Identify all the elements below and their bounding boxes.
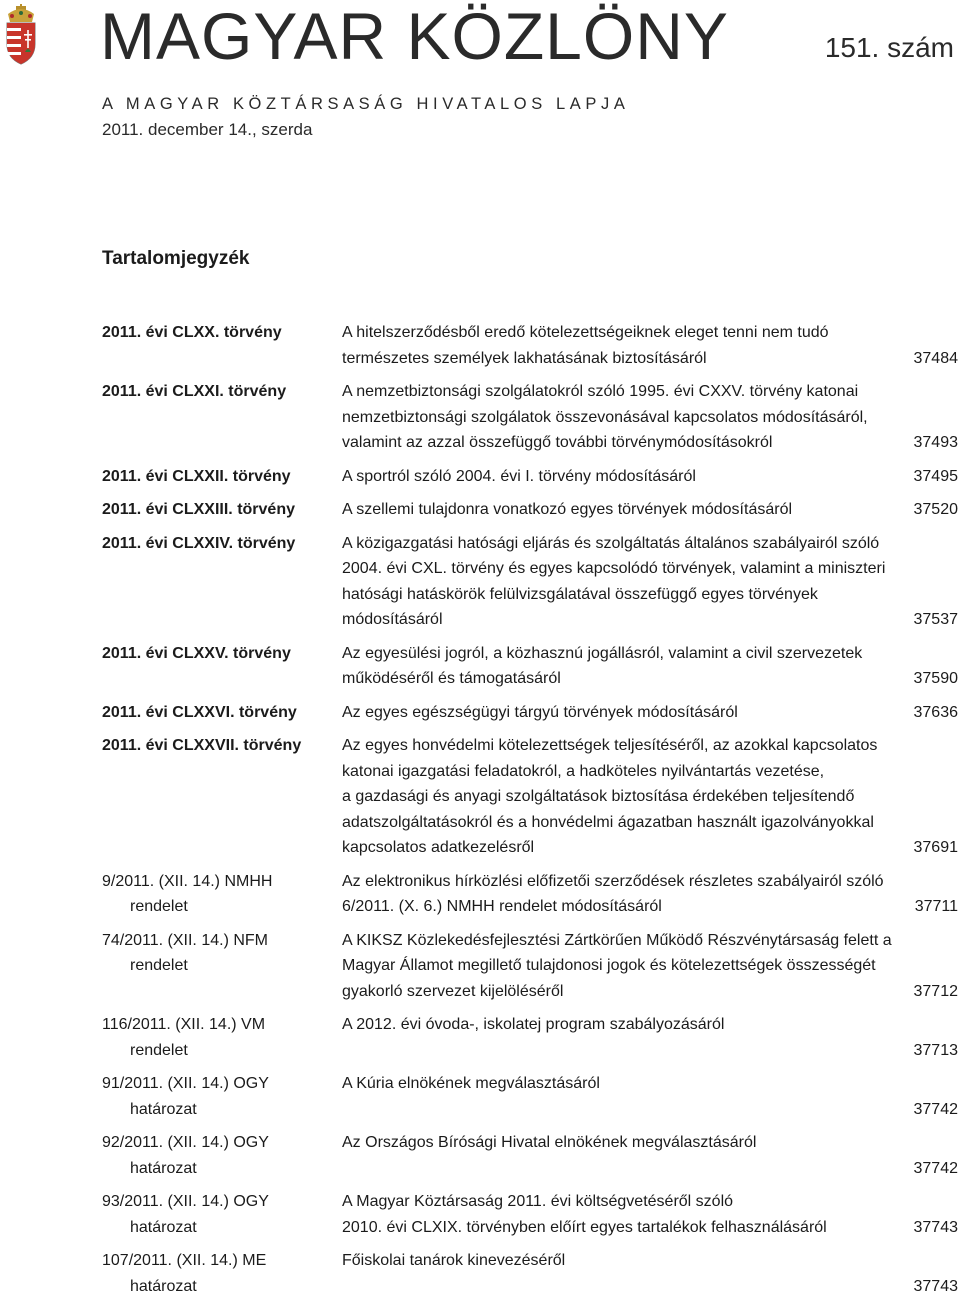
toc-entry-title-line: A nemzetbiztonsági szolgálatokról szóló 1995. évi CXXV. törvény katonai (342, 383, 859, 400)
toc-entry-act-line: 2011. évi CLXXI. törvény (102, 383, 287, 400)
toc-entry-title (342, 733, 912, 861)
toc-entry-act-line: rendelet (130, 1041, 188, 1059)
toc-entry-act-line: 2011. évi CLXXVII. törvény (102, 737, 302, 754)
toc-entry-title-line: katonai igazgatási feladatokról, a hadköteles nyilvántartás vezetése, (342, 762, 825, 780)
toc-entry-act-line: 116/2011. (XII. 14.) VM (102, 1016, 266, 1033)
toc-entry-title-line: 6/2011. (X. 6.) NMHH rendelet módosításáról (342, 898, 662, 915)
toc-entry-title-line: Az Országos Bírósági Hivatal elnökének megválasztásáról (342, 1134, 757, 1151)
toc-entry-title-line: működéséről és támogatásáról (342, 670, 561, 687)
toc-entry-title (342, 869, 912, 920)
toc-entry-title (342, 497, 912, 523)
toc-entry-title-line: természetes személyek lakhatásának biztosításáról (342, 349, 707, 367)
toc-entry[interactable] (102, 641, 958, 692)
toc-entry-title (342, 1248, 912, 1299)
toc-entry-title-line: Az elektronikus hírközlési előfizetői szerződések részletes szabályairól szóló (342, 872, 884, 890)
toc-entry-act (102, 1071, 342, 1122)
toc-entry-title-line: A közigazgatási hatósági eljárás és szolgáltatás általános szabályairól szóló (342, 534, 880, 552)
toc-entry-title (342, 1071, 912, 1122)
toc-entry-title-line: Magyar Államot megillető tulajdonosi jogok és kötelezettségek összességét (342, 957, 876, 974)
toc-entry-act (102, 497, 342, 523)
toc-entry-act-line: 2011. évi CLXXII. törvény (102, 467, 291, 485)
toc-entry[interactable] (102, 379, 958, 456)
toc-entry-act (102, 733, 342, 861)
toc-entry-page: 37537 (913, 611, 958, 628)
toc-entry-title-line: 2004. évi CXL. törvény és egyes kapcsolódó törvények, valamint a miniszteri (342, 560, 886, 577)
toc-entry-title (342, 531, 912, 633)
toc-entry-title-line: A 2012. évi óvoda-, iskolatej program szabályozásáról (342, 1016, 725, 1033)
toc-entry[interactable] (102, 320, 958, 371)
toc-entry-page: 37712 (913, 982, 958, 1000)
toc-entry-act (102, 869, 342, 920)
toc-entry-act-line: 2011. évi CLXX. törvény (102, 324, 282, 341)
toc-entry-page: 37691 (913, 839, 958, 856)
toc-entry-page: 37520 (913, 501, 958, 518)
toc-entry-act-line: 74/2011. (XII. 14.) NFM (102, 931, 268, 949)
toc-entry-act-line: 91/2011. (XII. 14.) OGY (102, 1075, 269, 1092)
toc-entry-page: 37742 (913, 1159, 958, 1177)
toc-entry-act-line: határozat (130, 1159, 197, 1177)
toc-entry-title-line: A sportról szóló 2004. évi I. törvény módosításáról (342, 467, 696, 485)
toc-entry-act-line: 93/2011. (XII. 14.) OGY (102, 1193, 269, 1210)
toc-entry-title-line: módosításáról (342, 611, 443, 628)
toc-entry-page: 37495 (913, 467, 958, 485)
toc-entry-act (102, 320, 342, 371)
publication-subtitle: A MAGYAR KÖZTÁRSASÁG HIVATALOS LAPJA (102, 95, 630, 113)
toc-entry-title-line: nemzetbiztonsági szolgálatok összevonásával kapcsolatos módosításáról, (342, 408, 868, 426)
toc-entry[interactable] (102, 1071, 958, 1122)
toc-entry[interactable] (102, 497, 958, 523)
toc-entry-title-line: A KIKSZ Közlekedésfejlesztési Zártkörűen Működő Részvénytársaság felett a (342, 931, 892, 949)
toc-entry-page: 37484 (913, 349, 958, 367)
toc-entry-title (342, 1012, 912, 1063)
toc-entry-title-line: A hitelszerződésből eredő kötelezettségeiknek eleget tenni nem tudó (342, 324, 829, 341)
toc-entry-page: 37743 (913, 1277, 958, 1295)
toc-entry-page: 37636 (913, 703, 958, 721)
toc-entry-title-line: Főiskolai tanárok kinevezéséről (342, 1252, 566, 1269)
toc-entry-title-line: hatósági hatáskörök felülvizsgálatával összefüggő egyes törvények (342, 585, 818, 603)
publication-date: 2011. december 14., szerda (102, 120, 313, 139)
toc-entry-title (342, 700, 912, 726)
toc-entry-act-line: rendelet (130, 898, 188, 915)
toc-entry-act (102, 700, 342, 726)
toc-entry[interactable] (102, 1248, 958, 1299)
toc-entry-title-line: kapcsolatos adatkezelésről (342, 839, 535, 856)
toc-entry[interactable] (102, 928, 958, 1005)
coat-of-arms-icon (4, 4, 38, 66)
toc-entry[interactable] (102, 733, 958, 861)
toc-entry-page: 37713 (913, 1041, 958, 1059)
toc-entry-act (102, 1189, 342, 1240)
toc-entry-act (102, 379, 342, 456)
toc-entry[interactable] (102, 1189, 958, 1240)
toc-entry-page: 37743 (913, 1218, 958, 1236)
toc-entry[interactable] (102, 869, 958, 920)
toc-entry-act (102, 928, 342, 1005)
toc-entry-act (102, 464, 342, 490)
toc-entry-act (102, 1130, 342, 1181)
toc-entry-title (342, 1130, 912, 1181)
toc-entry[interactable] (102, 700, 958, 726)
toc-entry-act-line: 2011. évi CLXXIII. törvény (102, 501, 295, 518)
toc-entry-title-line: A Magyar Köztársaság 2011. évi költségvetéséről szóló (342, 1193, 734, 1210)
toc-entry-act-line: 9/2011. (XII. 14.) NMHH (102, 872, 273, 890)
publication-title: MAGYAR KÖZLÖNY (100, 0, 729, 73)
toc-entry-title-line: Az egyesülési jogról, a közhasznú jogállásról, valamint a civil szervezetek (342, 644, 863, 662)
toc-entry-title (342, 379, 912, 456)
toc-entry-act-line: rendelet (130, 957, 188, 974)
toc-entry[interactable] (102, 1012, 958, 1063)
toc-entry[interactable] (102, 531, 958, 633)
toc-entry-title-line: 2010. évi CLXIX. törvényben előírt egyes tartalékok felhasználásáról (342, 1218, 827, 1236)
toc-entry-title (342, 464, 912, 490)
toc-entry-title (342, 1189, 912, 1240)
toc-entry-page: 37493 (913, 434, 958, 451)
toc-entry-title-line: A Kúria elnökének megválasztásáról (342, 1075, 600, 1092)
toc-entry-title (342, 928, 912, 1005)
toc-entry-title-line: valamint az azzal összefüggő további törvénymódosításokról (342, 434, 773, 451)
toc-entry-act-line: 2011. évi CLXXVI. törvény (102, 703, 297, 721)
table-of-contents (102, 320, 958, 1299)
toc-entry-act-line: 2011. évi CLXXIV. törvény (102, 534, 296, 552)
toc-entry-act (102, 1248, 342, 1299)
toc-entry-page: 37711 (914, 898, 958, 915)
toc-entry[interactable] (102, 1130, 958, 1181)
toc-entry-act (102, 531, 342, 633)
toc-entry-title-line: Az egyes egészségügyi tárgyú törvények módosításáról (342, 703, 738, 721)
toc-entry-title-line: Az egyes honvédelmi kötelezettségek teljesítéséről, az azokkal kapcsolatos (342, 737, 878, 754)
toc-entry-act (102, 641, 342, 692)
toc-entry-act-line: határozat (130, 1100, 197, 1118)
toc-entry-page: 37742 (913, 1100, 958, 1118)
toc-entry-act-line: 92/2011. (XII. 14.) OGY (102, 1134, 269, 1151)
toc-entry-title (342, 320, 912, 371)
toc-entry-act (102, 1012, 342, 1063)
toc-entry-act-line: határozat (130, 1277, 197, 1295)
toc-entry-title-line: a gazdasági és anyagi szolgáltatások biztosítása érdekében teljesítendő (342, 788, 855, 805)
toc-entry-title (342, 641, 912, 692)
toc-entry[interactable] (102, 464, 958, 490)
toc-entry-title-line: adatszolgáltatásokról és a honvédelmi ágazatban használt igazolványokkal (342, 813, 874, 831)
toc-entry-act-line: 107/2011. (XII. 14.) ME (102, 1252, 267, 1269)
toc-entry-page: 37590 (913, 670, 958, 687)
toc-entry-act-line: 2011. évi CLXXV. törvény (102, 644, 291, 662)
issue-number: 151. szám (824, 32, 954, 63)
toc-entry-act-line: határozat (130, 1218, 197, 1236)
toc-entry-title-line: gyakorló szervezet kijelöléséről (342, 982, 564, 1000)
toc-entry-title-line: A szellemi tulajdonra vonatkozó egyes törvények módosításáról (342, 501, 793, 518)
toc-heading: Tartalomjegyzék (102, 248, 250, 269)
